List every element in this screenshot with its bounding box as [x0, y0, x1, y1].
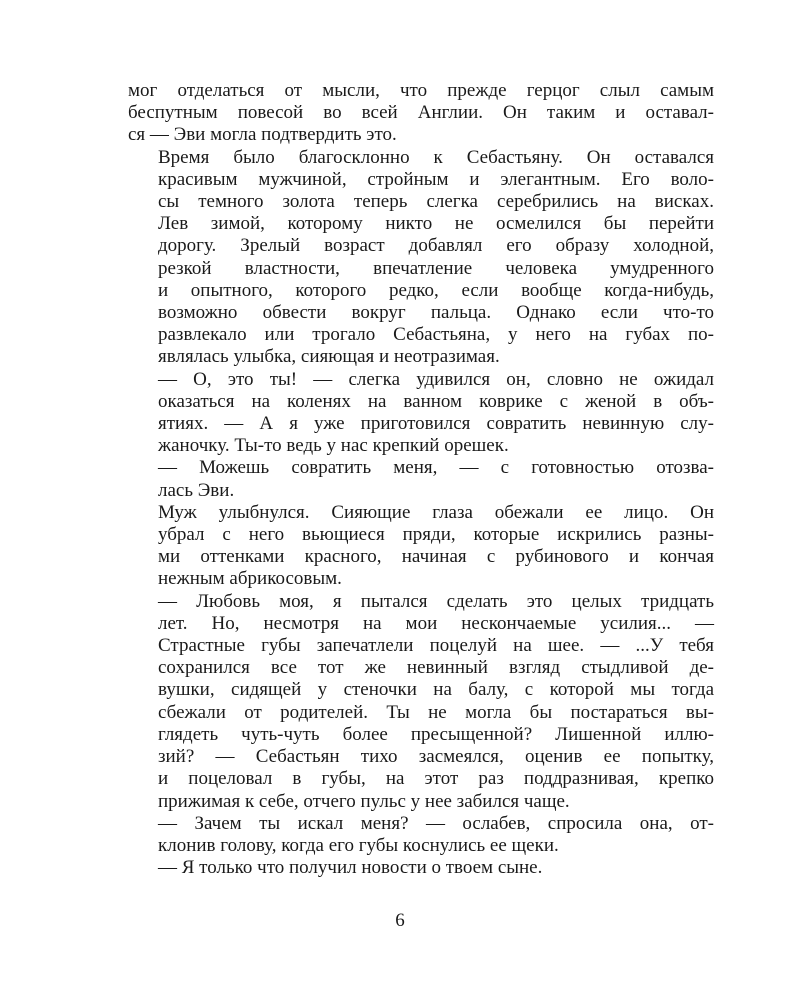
text-line: возможно обвести вокруг пальца. Однако если что-то	[158, 302, 714, 324]
paragraph	[128, 147, 714, 369]
text-line: — Зачем ты искал меня? — ослабев, спросила она, от-	[158, 812, 714, 834]
paragraph	[128, 857, 714, 879]
text-line: глядеть чуть-чуть более пресыщенной? Лишенной иллю-	[158, 723, 714, 745]
text-line: лась Эви.	[158, 479, 235, 501]
text-line: сы темного золота теперь слегка серебрились на висках.	[158, 191, 714, 213]
text-line: — Я только что получил новости о твоем сыне.	[158, 857, 543, 879]
text-line: ми оттенками красного, начиная с рубинового и кончая	[158, 546, 714, 568]
paragraph	[128, 502, 714, 591]
paragraph	[128, 813, 714, 857]
text-line: являлась улыбка, сияющая и неотразимая.	[158, 346, 500, 368]
text-line: беспутным повесой во всей Англии. Он таким и оставал-	[128, 102, 714, 124]
paragraph	[128, 369, 714, 458]
paragraph	[128, 591, 714, 813]
text-line: Время было благосклонно к Себастьяну. Он оставался	[158, 146, 714, 168]
book-page-text	[128, 80, 714, 879]
text-line: дорогу. Зрелый возраст добавлял его образу холодной,	[158, 235, 714, 257]
text-line: прижимая к себе, отчего пульс у нее забился чаще.	[158, 790, 570, 812]
page-number: 6	[395, 910, 405, 931]
text-line: ятиях. — А я уже приготовился совратить невинную слу-	[158, 413, 714, 435]
text-line: резкой властности, впечатление человека умудренного	[158, 257, 714, 279]
text-line: мог отделаться от мысли, что прежде герцог слыл самым	[128, 80, 714, 101]
paragraph	[128, 457, 714, 501]
text-line: оказаться на коленях на ванном коврике с женой в объ-	[158, 390, 714, 412]
text-line: Муж улыбнулся. Сияющие глаза обежали ее лицо. Он	[158, 501, 714, 523]
text-line: Лев зимой, которому никто не осмелился бы перейти	[158, 213, 714, 235]
paragraph	[128, 80, 714, 147]
text-line: и поцеловал в губы, на этот раз поддразнивая, крепко	[158, 768, 714, 790]
text-line: красивым мужчиной, стройным и элегантным. Его воло-	[158, 168, 714, 190]
text-line: — Можешь совратить меня, — с готовностью отозва-	[158, 457, 714, 479]
text-line: развлекало или трогало Себастьяна, у него на губах по-	[158, 324, 714, 346]
text-line: — Любовь моя, я пытался сделать это целых тридцать	[158, 590, 714, 612]
text-line: убрал с него вьющиеся пряди, которые искрились разны-	[158, 524, 714, 546]
text-line: и опытного, которого редко, если вообще когда-нибудь,	[158, 279, 714, 301]
text-line: нежным абрикосовым.	[158, 568, 342, 590]
text-line: сбежали от родителей. Ты не могла бы постараться вы-	[158, 701, 714, 723]
text-line: ся — Эви могла подтвердить это.	[128, 124, 397, 146]
text-line: лет. Но, несмотря на мои нескончаемые усилия... —	[158, 612, 714, 634]
text-line: сохранился все тот же невинный взгляд стыдливой де-	[158, 657, 714, 679]
text-line: клонив голову, когда его губы коснулись ее щеки.	[158, 834, 559, 856]
text-line: Страстные губы запечатлели поцелуй на шее. — ...У тебя	[158, 635, 714, 657]
text-line: — О, это ты! — слегка удивился он, словно не ожидал	[158, 368, 714, 390]
text-line: вушки, сидящей у стеночки на балу, с которой мы тогда	[158, 679, 714, 701]
text-line: зий? — Себастьян тихо засмеялся, оценив ее попытку,	[158, 746, 714, 768]
text-line: жаночку. Ты-то ведь у нас крепкий орешек.	[158, 435, 509, 457]
